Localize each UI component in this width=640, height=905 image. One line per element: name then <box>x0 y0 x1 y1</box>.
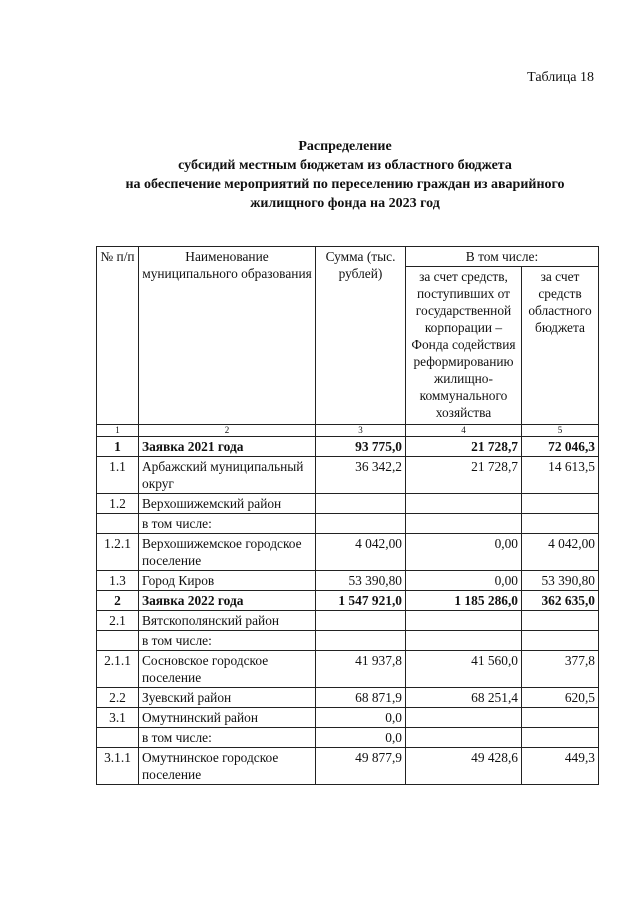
table-row <box>97 534 599 571</box>
column-number-row <box>97 425 599 437</box>
municipality-name-cell: Верхошижемское городское поселение <box>139 534 316 571</box>
sum-cell <box>316 494 406 514</box>
document-title <box>95 137 595 213</box>
column-number: 4 <box>406 425 522 437</box>
sum-cell: 36 342,2 <box>316 457 406 494</box>
municipality-name-cell: в том числе: <box>139 514 316 534</box>
sum-cell: 68 871,9 <box>316 688 406 708</box>
title-line: субсидий местным бюджетам из областного бюджета <box>178 158 512 173</box>
table-row <box>97 611 599 631</box>
row-number-cell: 1.1 <box>97 457 139 494</box>
regional-amount-cell <box>522 708 599 728</box>
fund-amount-cell <box>406 631 522 651</box>
title-line: жилищного фонда на 2023 год <box>250 196 440 211</box>
row-number-cell: 1.2 <box>97 494 139 514</box>
fund-amount-cell: 41 560,0 <box>406 651 522 688</box>
table-row <box>97 748 599 785</box>
fund-amount-cell: 49 428,6 <box>406 748 522 785</box>
regional-amount-cell: 620,5 <box>522 688 599 708</box>
regional-amount-cell: 449,3 <box>522 748 599 785</box>
column-number: 3 <box>316 425 406 437</box>
table-row <box>97 571 599 591</box>
regional-amount-cell: 4 042,00 <box>522 534 599 571</box>
header-fund: за счет средств, поступивших от государственной корпорации – Фонда содействия реформированию жилищно-коммунального хозяйства <box>406 267 522 425</box>
row-number-cell <box>97 631 139 651</box>
row-number-cell: 1.2.1 <box>97 534 139 571</box>
sum-cell: 41 937,8 <box>316 651 406 688</box>
regional-amount-cell: 72 046,3 <box>522 437 599 457</box>
fund-amount-cell <box>406 611 522 631</box>
regional-amount-cell <box>522 631 599 651</box>
sum-cell: 1 547 921,0 <box>316 591 406 611</box>
regional-amount-cell: 53 390,80 <box>522 571 599 591</box>
sum-cell <box>316 611 406 631</box>
sum-cell <box>316 514 406 534</box>
row-number-cell: 2.1 <box>97 611 139 631</box>
municipality-name-cell: Сосновское городское поселение <box>139 651 316 688</box>
regional-amount-cell: 377,8 <box>522 651 599 688</box>
municipality-name-cell: в том числе: <box>139 728 316 748</box>
fund-amount-cell: 68 251,4 <box>406 688 522 708</box>
table-row <box>97 457 599 494</box>
sum-cell: 53 390,80 <box>316 571 406 591</box>
municipality-name-cell: Вятскополянский район <box>139 611 316 631</box>
regional-amount-cell <box>522 728 599 748</box>
municipality-name-cell: Омутнинское городское поселение <box>139 748 316 785</box>
table-row <box>97 437 599 457</box>
municipality-name-cell: в том числе: <box>139 631 316 651</box>
subsidy-distribution-table <box>96 246 599 785</box>
column-number: 2 <box>139 425 316 437</box>
title-line: Распределение <box>298 139 392 154</box>
municipality-name-cell: Арбажский муниципальный округ <box>139 457 316 494</box>
table-row <box>97 688 599 708</box>
header-name: Наименование муниципального образования <box>139 247 316 425</box>
row-number-cell <box>97 728 139 748</box>
table-row <box>97 651 599 688</box>
table-row <box>97 514 599 534</box>
regional-amount-cell <box>522 611 599 631</box>
fund-amount-cell: 21 728,7 <box>406 437 522 457</box>
column-number: 5 <box>522 425 599 437</box>
regional-amount-cell: 362 635,0 <box>522 591 599 611</box>
table-row <box>97 708 599 728</box>
municipality-name-cell: Заявка 2022 года <box>139 591 316 611</box>
sum-cell: 49 877,9 <box>316 748 406 785</box>
row-number-cell: 2.2 <box>97 688 139 708</box>
column-number: 1 <box>97 425 139 437</box>
fund-amount-cell: 1 185 286,0 <box>406 591 522 611</box>
table-number-label: Таблица 18 <box>527 70 594 85</box>
municipality-name-cell: Верхошижемский район <box>139 494 316 514</box>
sum-cell: 0,0 <box>316 728 406 748</box>
regional-amount-cell <box>522 494 599 514</box>
fund-amount-cell <box>406 708 522 728</box>
table-row <box>97 494 599 514</box>
row-number-cell: 1 <box>97 437 139 457</box>
fund-amount-cell <box>406 494 522 514</box>
header-regional: за счет средств областного бюджета <box>522 267 599 425</box>
row-number-cell: 2 <box>97 591 139 611</box>
fund-amount-cell: 0,00 <box>406 534 522 571</box>
regional-amount-cell <box>522 514 599 534</box>
row-number-cell: 1.3 <box>97 571 139 591</box>
fund-amount-cell: 0,00 <box>406 571 522 591</box>
sum-cell <box>316 631 406 651</box>
sum-cell: 93 775,0 <box>316 437 406 457</box>
regional-amount-cell: 14 613,5 <box>522 457 599 494</box>
municipality-name-cell: Заявка 2021 года <box>139 437 316 457</box>
fund-amount-cell <box>406 728 522 748</box>
sum-cell: 0,0 <box>316 708 406 728</box>
header-num: № п/п <box>97 247 139 425</box>
row-number-cell: 3.1 <box>97 708 139 728</box>
header-including: В том числе: <box>406 247 599 267</box>
table-row <box>97 728 599 748</box>
header-sum: Сумма (тыс. рублей) <box>316 247 406 425</box>
fund-amount-cell: 21 728,7 <box>406 457 522 494</box>
municipality-name-cell: Зуевский район <box>139 688 316 708</box>
fund-amount-cell <box>406 514 522 534</box>
row-number-cell <box>97 514 139 534</box>
municipality-name-cell: Город Киров <box>139 571 316 591</box>
table-row <box>97 591 599 611</box>
row-number-cell: 2.1.1 <box>97 651 139 688</box>
municipality-name-cell: Омутнинский район <box>139 708 316 728</box>
title-line: на обеспечение мероприятий по переселению граждан из аварийного <box>125 177 565 192</box>
table-row <box>97 631 599 651</box>
row-number-cell: 3.1.1 <box>97 748 139 785</box>
sum-cell: 4 042,00 <box>316 534 406 571</box>
